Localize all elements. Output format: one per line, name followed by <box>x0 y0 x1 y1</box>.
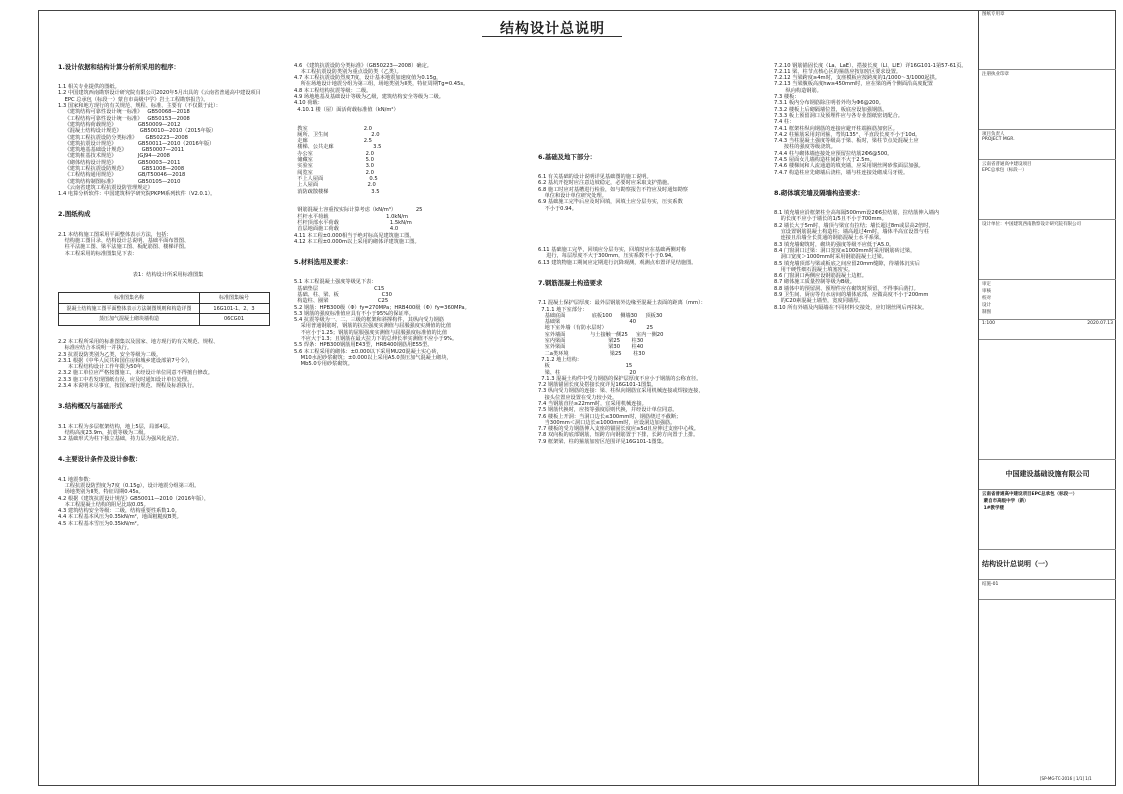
table-cell: 蒸压加气混凝土砌块墙构造 <box>98 316 159 323</box>
section-7-heading: 7.钢筋混凝土构造要求 <box>538 278 603 287</box>
date-value: 2020.07.13 <box>1087 321 1113 326</box>
section-6-notes: 6.11 基础施工完毕，回填应分层夯实，回填时应在基础两侧对称 进行，每层厚度不大于300mm，压实系数不小于0.94。 6.13 建筑物施工期间应定期进行沉降观测，观测点布置详见结施图。 <box>538 247 697 266</box>
standards-table-wrap <box>58 292 278 326</box>
designer-unit: 设计单位：中国建筑西南勘察设计研究院有限公司 <box>979 220 1116 280</box>
table-caption: 表1：结构设计所采用标准图集 <box>132 271 204 278</box>
section-7-text: 7.1 混凝土保护层厚度：最外层钢筋外边缘至混凝土表面的距离（mm）： 7.1.1 地下室部分： 基础底面 底板100 侧墙30 顶板30 基础梁 40 地下室外墙（有防水层时） 25 室外墙面 与土接触一侧25 室内一侧20 室内梁面 梁25 柱30 室外梁面 梁30 柱40 二a类环境 梁25 柱30 7.1.2 地上结构： 板 15 梁、柱 20 7.1.3 混凝土构件中受力钢筋的保护层厚度不应小于钢筋的公称直径。 7.2 钢筋锚固长度及搭接长度详见16G101-1图集。 7.3 纵向受力钢筋的连接：梁、柱纵向钢筋宜采用机械连接或焊接连接， 接头位置应设置在受力较小处。 7.4 当钢筋直径≥22mm时，宜采用机械连接。 7.5 钢筋代换时，应按等强度原则代换，并经设计单位同意。 7.6 楼板上开洞：当洞口边长≤300mm时，钢筋绕过不截断； 当300mm＜洞口边长≤1000mm时，应设洞边加强筋。 7.7 楼板的受力钢筋伸入支座的锚固长度应≥5d且应伸过支座中心线。 7.8 双向板的底部钢筋，短跨方向钢筋置于下排，长跨方向置于上排。 7.9 框架梁、柱的箍筋加密区范围详见16G101-1图集。 <box>538 300 706 445</box>
company-name: 中国建设基础设施有限公司 <box>979 460 1116 490</box>
table-row <box>59 313 269 324</box>
title-block <box>978 10 1116 786</box>
table-header-code: 标准图集编号 <box>218 295 249 302</box>
seal-area: 图纸专用章 <box>979 10 1116 70</box>
project-manager: 项目负责人 PROJECT MGR. <box>979 130 1116 160</box>
table-header-row <box>59 293 269 303</box>
notes-column-1 <box>58 50 278 765</box>
section-3-heading: 3.结构概况与基础形式 <box>58 401 123 410</box>
notes-column-3 <box>538 140 768 760</box>
section-2-text: 2.1 本结构施工图采用平面整体表示方法，包括： 结构施工图目录、结构设计总说明、基础平面布置图、 柱平法施工图、梁平法施工图、板配筋图、楼梯详图。 本工程采用的标准图集见下表： <box>58 231 190 257</box>
drawing-number: 结施-01 <box>979 580 1116 600</box>
table-header-name: 标准图集名称 <box>113 295 144 302</box>
title-underline <box>482 36 622 37</box>
page-title: 结构设计总说明 <box>500 21 605 37</box>
notes-column-2 <box>294 50 529 765</box>
other-loads-text: 钢筋混凝土容重按实际计算考虑（kN/m³） 25 栏杆水平荷载 1.0kN/m 栏杆顶部水平荷载 1.5kN/m 首层地面施工荷载 4.0 4.11 本工程±0.000相当于绝对标高见建筑施工图。 4.12 本工程±0.000m以上采用的砌体详建筑施工图。 <box>294 207 423 245</box>
section-5-text: 5.1 本工程混凝土强度等级见下表： 基础垫层 C15 基础、柱、梁、板 C30 构造柱、圈梁 C25 5.2 钢筋：HPB300级（Φ）fy=270MPa；HRB400级（Φ）fy=360MPa。 5.3 钢筋的强度标准值应具有不小于95%的保证率。 5.4 抗震等级为一、二、三级的框架和斜撑构件，其纵向受力钢筋 采用普通钢筋时，钢筋的抗拉强度实测值与屈服强度实测值的比值 不应小于1.25；钢筋的屈服强度实测值与屈服强度标准值的比值 不应大于1.3；且钢筋在最大拉力下的总伸长率实测值不应小于9%。 5.5 焊条：HPB300钢筋用E43型，HRB400钢筋用E55型。 5.6 本工程采用的砌体：±0.000以下采用MU20混凝土实心砖， M10水泥砂浆砌筑；±0.000以上采用A5.0蒸压加气混凝土砌块， Mb5.0专用砂浆砌筑。 <box>294 279 470 368</box>
section-3-text: 3.1 本工程为多层框架结构，地上5层，局部4层。 结构高度23.9m，抗震等级为二级。 3.2 基础形式为柱下独立基础，持力层为强风化泥岩。 <box>58 423 183 443</box>
section-8-text: 8.1 填充墙应沿框架柱全高每隔500mm设2Φ6拉结筋，拉结筋伸入墙内 的长度不应小于墙长的1/5且不小于700mm。 8.2 墙长大于5m时，墙顶与梁宜有拉结；墙长超过8m或层高2倍时， 宜设置钢筋混凝土构造柱；墙高超过4m时，墙体半高宜设置与柱 连接且沿墙全长贯通的钢筋混凝土水平系梁。 8.3 填充墙砌筑时，砌块的强度等级不应低于A5.0。 8.4 门窗洞口过梁：洞口宽度≤1000mm时采用钢筋砖过梁， 洞口宽度＞1000mm时采用钢筋混凝土过梁。 8.5 填充墙顶部与梁或板底之间应留20mm缝隙，待墙体沉实后 用干硬性细石混凝土填塞密实。 8.6 门窗洞口两侧应设钢筋混凝土边框。 8.7 砌体施工质量控制等级为B级。 8.8 墙体中的预留洞、预埋件应在砌筑时预留，不得事后凿打。 8.9 卫生间、厨房等有水房间的墙体底部，应做高度不小于200mm 的C20素混凝土墙垫，宽度同墙厚。 8.10 所有外墙及内隔墙在不同材料交接处，应钉钢丝网后再抹灰。 <box>774 210 940 311</box>
table-cell: 06CG01 <box>223 316 245 323</box>
standards-table <box>58 292 270 326</box>
live-loads-list: 教室 2.0 厕所、卫生间 2.0 走廊 2.5 楼梯、公共走廊 3.5 办公室 2.0 储藏室 5.0 实验室 3.0 阅览室 2.0 不上人屋面 0.5 上人屋面 2.0 消防疏散楼梯 3.5 <box>297 125 382 195</box>
design-params-text: 4.6 《建筑抗震设防分类标准》（GB50223—2008）确定。 本工程抗震设防类别为重点设防类（乙类）。 4.7 本工程抗震设防烈度7度，设计基本地震加速度值为0.15g， 所在场地设计地震分组为第三组，场地类别为Ⅱ类，特征周期Tg=0.45s。 4.8 本工程结构抗震等级：二级。 4.9 场地地基及基础设计等级为乙级，建筑结构安全等级为二级。 4.10 荷载： 4.10.1 楼（屋）面活荷载标准值（kN/m²） <box>294 62 469 113</box>
section-2-notes: 2.2 本工程所采用的标准图集以及国家、地方现行的有关规范、规程、 标准应结合本说明一并执行。 2.3 抗震设防类别为乙类，安全等级为二级。 2.3.1 根据《中华人民共和国住房和城乡建设部第7号令》， 本工程结构设计工作年限为50年。 2.3.2 施工单位应严格按图施工，未经设计单位同意不得擅自修改。 2.3.3 施工中若发现图纸有误，应及时通知设计单位处理。 2.3.4 本说明未尽事宜，按国家现行规范、规程及标准执行。 <box>58 338 219 390</box>
section-8-heading: 8.砌体填充墙及隔墙构造要求： <box>774 188 864 197</box>
drawing-name: 结构设计总说明（一） <box>979 550 1116 580</box>
registered-stamp-area: 注册执业印章 <box>979 70 1116 130</box>
client-project: 云南省普通高中建设项目 EPC总承包（标段一） <box>979 160 1116 220</box>
project-name: 云南省普通高中建设项目EPC总承包（标段一） 蒙自市高级中学（新） 1#教学楼 <box>979 490 1116 550</box>
scale-value: 1:100 <box>982 321 995 326</box>
section-5-heading: 5.材料选用及要求： <box>294 257 352 266</box>
section-4-text: 4.1 地震参数： 工程抗震设防烈度为7度（0.15g），设计地震分组第三组。 场地类别为Ⅱ类，特征周期0.45s。 4.2 根据《建筑抗震设计规范》GB50011—2010（2016年版）， 本工程混凝土结构的阻尼比取0.05。 4.3 建筑结构安全等级：二级，结构重要性系数1.0。 4.4 本工程基本风压为0.35kN/m²，地面粗糙度B类。 4.5 本工程基本雪压为0.35kN/m²。 <box>58 476 210 527</box>
section-7-continued: 7.2.10 钢筋锚固长度（La、LaE）、搭接长度（Ll、LlE）详16G101-1第57-61页。 7.2.11 梁、柱节点核心区的箍筋应按加密区要求设置。 7.2.12 当梁跨度≥4m时，支座模板应按跨度的1/1000～3/1000起拱。 7.2.13 当梁腹板高度hw≥450mm时，应在梁的两个侧面沿高度配置 纵向构造钢筋。 7.3 楼板： 7.3.1 板内分布钢筋除注明者外均为Φ6@200。 7.3.2 楼板上后砌隔墙位置，板底应设加强钢筋。 7.3.3 板上预留洞口及预埋件应与各专业图纸密切配合。 7.4 柱： 7.4.1 框架柱纵向钢筋的连接应避开柱端箍筋加密区。 7.4.2 柱箍筋采用封闭箍，弯钩135°，平直段长度不小于10d。 7.4.3 当柱混凝土强度等级高于梁、板时，梁柱节点处混凝土应 按柱的强度等级浇筑。 7.4.4 柱与砌体墙连接处应预留拉结筋2Φ6@500。 7.4.5 屋面女儿墙构造柱间距不大于2.5m。 7.4.6 楼梯间和人流通道的填充墙，应采用钢丝网砂浆面层加强。 7.4.7 构造柱应先砌墙后浇柱，墙与柱连接处砌成马牙槎。 <box>774 62 967 176</box>
table-cell: 混凝土结构施工图平面整体表示方法制图规则和构造详图 <box>66 306 192 313</box>
section-6-heading: 6.基础及地下部分： <box>538 152 596 161</box>
section-1-heading: 1.设计依据和结构计算分析所采用的程序： <box>58 62 180 71</box>
table-cell: 16G101-1、2、3 <box>213 306 255 313</box>
section-4-heading: 4.主要设计条件及设计参数： <box>58 455 142 464</box>
section-1-text: 1.1 相关专业提供的图纸。 1.2 中国建筑西南勘察设计研究院有限公司2020年5月出具的《云南省普通高中建设项目 EPC 总承包（标段一）蒙自市高级中学》岩土工程勘察报告》。 1.3 国家和地方现行的有关规范、规程、标准、主要有（不仅限于此）： 《建筑结构可靠性设计统一标准》 GB50068—2018 《工程结构可靠性设计统一标准》 GB50153—2008 《建筑结构荷载规范》 GB50009—2012 《混凝土结构设计规范》 GB50010—2010（2015年版） 《建筑工程抗震设防分类标准》 GB50223—2008 《建筑抗震设计规范》 GB50011—2010（2016年版） 《建筑地基基础设计规范》 GB50007—2011 《建筑桩基技术规范》 JGJ94—2008 《砌体结构设计规范》 GB50003—2011 《建筑工程抗震设防规范》 GB51008—2008 《工程结构通用规范》 GB/T50046—2018 《建筑结构制图标准》 GB50105—2010 《云南省建筑工程抗震设防管理规定》 1.4 电算分析软件：中国建筑科学研究院PKPM系列软件（V2.0.1）。 <box>58 84 261 198</box>
section-2-heading: 2.图纸构成 <box>58 210 91 219</box>
notes-column-4 <box>774 50 974 765</box>
sign-off-roles: 审定 审核 校对 设计 制图 <box>979 280 1116 320</box>
section-6-text: 6.1 有关基础的设计说明详见基础图的施工说明。 6.2 基坑开挖时应注意边坡稳定，必要时应采取支护措施。 6.8 施工时应对基槽进行检验，如与勘察报告不符应及时通知勘察 单位和设计单位研究处理。 6.9 基础施工完毕后应及时回填，回填土应分层夯实，压实系数 不小于0.94。 <box>538 174 688 212</box>
sheet-footer: [SP-MG-TC-2016 | 1/1] 1/1 <box>1040 776 1092 781</box>
